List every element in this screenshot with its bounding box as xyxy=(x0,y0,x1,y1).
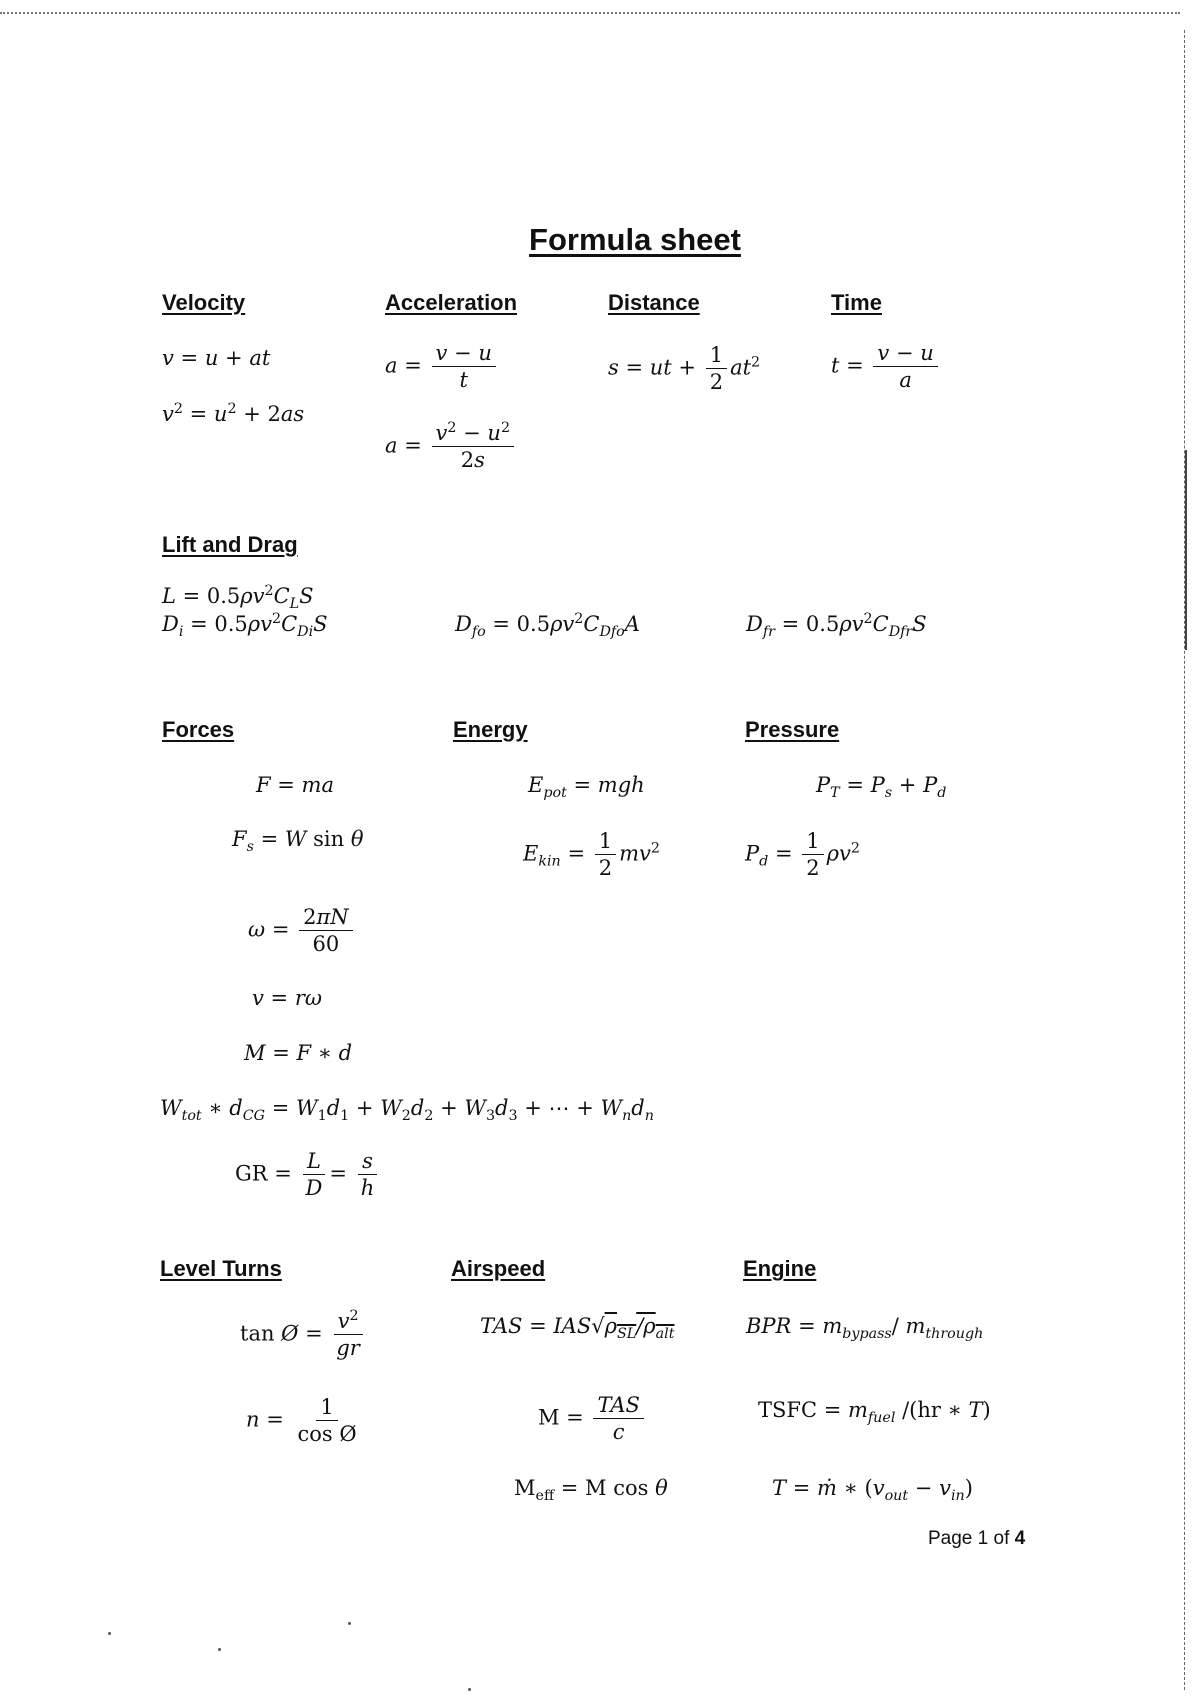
page-number-label: Page 1 of xyxy=(928,1528,1010,1549)
eq-lift: $L = 0.5\rho v^2C_LS$ xyxy=(162,583,314,613)
eq-distance: s = ut + $\frac{1}{2}$ $at^2$ xyxy=(608,343,761,395)
heading-engine: Engine xyxy=(743,1256,817,1281)
eq-force-slope: $F_s = W$ sin θ xyxy=(232,827,364,856)
eq-moment: M = F ∗ d xyxy=(244,1041,353,1065)
eq-tangential-velocity: v = rω xyxy=(252,986,322,1010)
eq-tsfc: TSFC = $m_{fuel}$ /(hr ∗ T) xyxy=(758,1398,991,1427)
heading-distance: Distance xyxy=(608,290,700,315)
scan-speck xyxy=(348,1622,351,1625)
heading-lift-drag: Lift and Drag xyxy=(162,532,298,557)
eq-time: t = $\frac{v - u}{a}$ xyxy=(831,340,941,394)
eq-centre-of-gravity: $W_{tot}$ ∗ $d_{CG} = W_1d_1 + W_2d_2 + W_3d_3$ + ⋯ + $W_nd_n$ xyxy=(160,1096,654,1125)
eq-form-drag: $D_{fo} = 0.5\rho v^2C_{Dfo}A$ xyxy=(455,611,640,641)
eq-true-airspeed: TAS = $IAS√\rho_{SL}/\rho_{alt}$ xyxy=(480,1314,675,1343)
eq-velocity-1: v = u + at xyxy=(162,346,271,370)
scan-speck xyxy=(468,1688,471,1691)
eq-velocity-2: $v^2 = u^2 + 2as$ xyxy=(162,401,305,426)
heading-airspeed: Airspeed xyxy=(451,1256,546,1281)
eq-mach: M = $\frac{\text{TAS}}{c}$ xyxy=(538,1392,647,1446)
eq-thrust: T = ṁ ∗ $(v_{out} - v_{in})$ xyxy=(772,1476,973,1505)
eq-friction-drag: $D_{fr} = 0.5\rho v^2C_{Dfr}S$ xyxy=(746,611,927,641)
eq-acceleration-1: a = $\frac{v - u}{t}$ xyxy=(385,340,499,394)
page-number xyxy=(928,1528,1025,1550)
eq-glide-ratio: GR = $\frac{L}{D}$ = $\frac{s}{h}$ xyxy=(235,1148,381,1202)
heading-velocity: Velocity xyxy=(162,290,246,315)
heading-acceleration: Acceleration xyxy=(385,290,518,315)
eq-acceleration-2: a = $\frac{v^2 - u^2}{2s}$ xyxy=(385,420,517,474)
eq-kinetic-energy: $E_{kin}$ = $\frac{1}{2}$ $mv^2$ xyxy=(523,829,660,881)
heading-level-turns: Level Turns xyxy=(160,1256,282,1281)
scan-speck xyxy=(108,1632,111,1635)
heading-pressure: Pressure xyxy=(745,717,840,742)
eq-induced-drag: $D_i = 0.5\rho v^2C_{Di}S$ xyxy=(162,611,328,641)
eq-load-factor: n = $\frac{1}{\text{cos Ø}}$ xyxy=(246,1395,357,1447)
eq-potential-energy: $E_{pot}$ = mgh xyxy=(528,773,645,802)
heading-time: Time xyxy=(831,290,882,315)
scan-edge-top xyxy=(0,12,1180,14)
eq-total-pressure: $P_T = P_s + P_d$ xyxy=(816,773,947,802)
eq-bank-angle: tan Ø = $\frac{v^2}{gr}$ xyxy=(240,1308,367,1362)
heading-energy: Energy xyxy=(453,717,528,742)
eq-bypass-ratio: BPR = $m_{bypass}/$ $m_{through}$ xyxy=(746,1314,984,1343)
scan-edge-right xyxy=(1184,30,1185,1690)
scan-edge-right-solid xyxy=(1185,450,1187,650)
scan-speck xyxy=(218,1648,221,1651)
eq-dynamic-pressure: $P_d$ = $\frac{1}{2}$ $\rho v^2$ xyxy=(745,829,860,881)
eq-force: F = ma xyxy=(256,773,334,797)
eq-angular-velocity: ω = $\frac{2\pi N}{60}$ xyxy=(248,904,356,958)
page-number-total: 4 xyxy=(1014,1528,1026,1549)
heading-forces: Forces xyxy=(162,717,235,742)
page-title: Formula sheet xyxy=(529,222,741,257)
eq-effective-mach: $M_{eff} = M$ cos θ xyxy=(514,1476,668,1505)
